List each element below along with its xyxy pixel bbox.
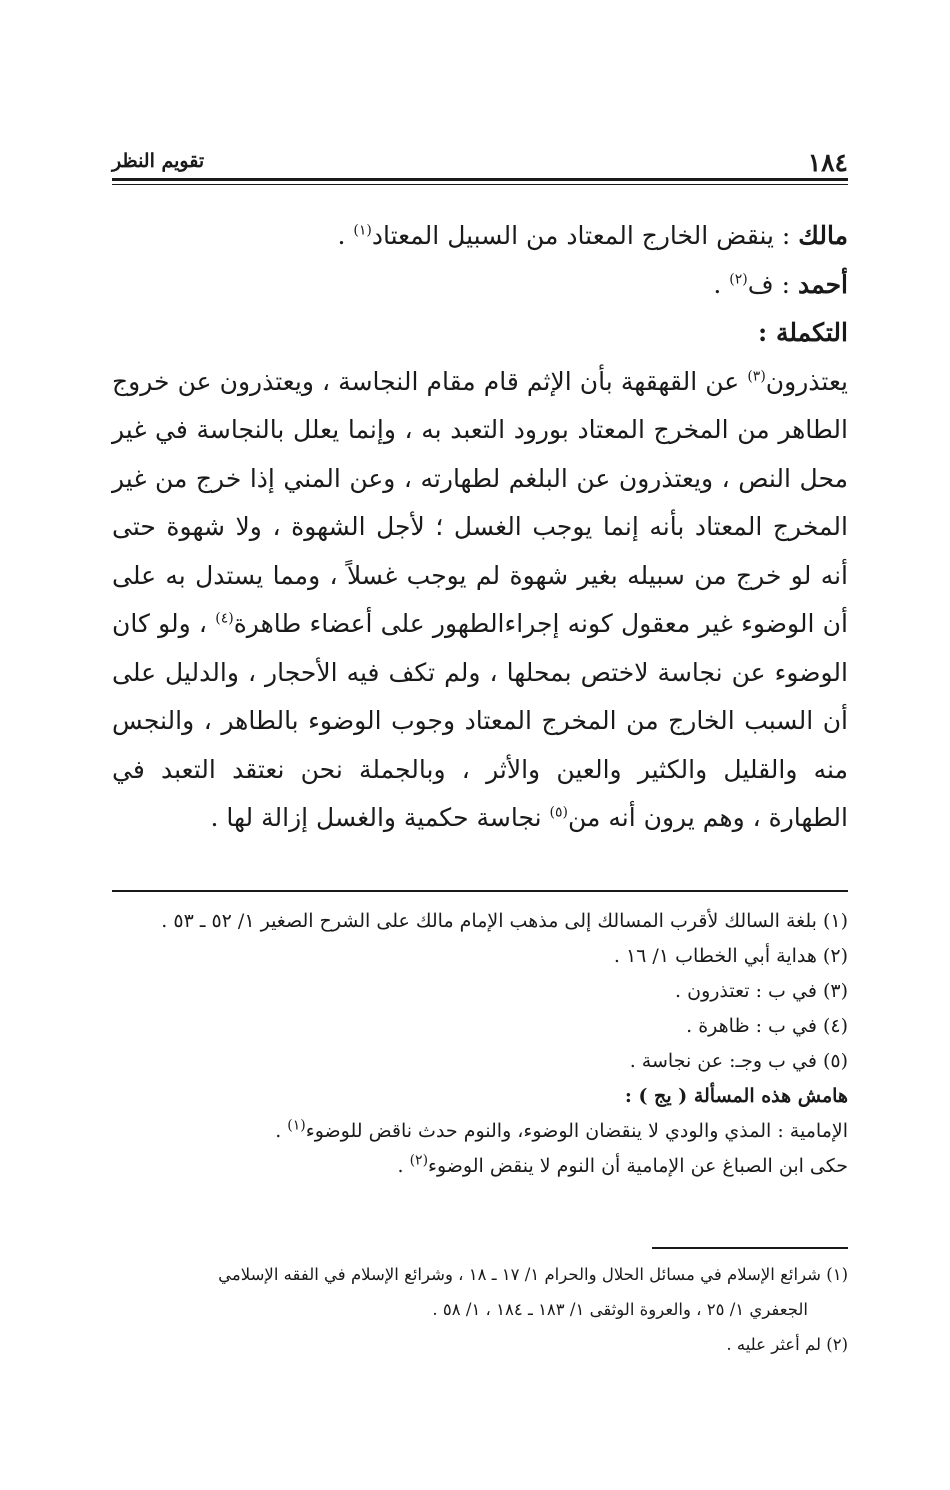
sabbagh-text: حكى ابن الصباغ عن الإمامية أن النوم لا ينقض الوضوء xyxy=(428,1155,848,1177)
malik-line xyxy=(112,212,848,261)
ahmad-end: . xyxy=(713,269,730,299)
para-mid2: ، ولو كان الوضوء عن نجاسة لاختص بمحلها ، ولم تكف فيه الأحجار ، والدليل على أن السبب الخارج من المخرج المعتاد وجوب الوضوء بالطاهر ، والنجس منه والقليل والكثير والعين والأثر ، وبالجملة نحن نعتقد التعبد في الطهارة ، وهم يرون أنه من xyxy=(112,609,848,832)
sabbagh-line xyxy=(112,1149,848,1184)
page-header xyxy=(112,148,848,178)
imamiyya-text: الإمامية : المذي والودي لا ينقضان الوضوء، والنوم حدث ناقض للوضوء xyxy=(305,1120,848,1142)
footnote: (٣) في ب : تعتذرون . xyxy=(675,980,848,1002)
footnote: (٢) هداية أبي الخطاب ١/ ١٦ . xyxy=(613,945,848,967)
footnote: (١) بلغة السالك لأقرب المسالك إلى مذهب الإمام مالك على الشرح الصغير ١/ ٥٢ ـ ٥٣ . xyxy=(161,910,848,932)
margin-footnote: (١) شرائع الإسلام في مسائل الحلال والحرام ١/ ١٧ ـ ١٨ ، وشرائع الإسلام في الفقه الإسلامي xyxy=(218,1265,848,1284)
footnote: (٥) في ب وجـ: عن نجاسة . xyxy=(629,1050,848,1072)
margin-ref-1: (١) xyxy=(287,1117,306,1134)
footnote-ref-2: (٢) xyxy=(729,271,748,288)
margin-note-heading: هامش هذه المسألة ( يج ) : xyxy=(624,1085,848,1107)
malik-text: : ينقض الخارج المعتاد من السبيل المعتاد xyxy=(371,221,791,250)
ahmad-text: : ف xyxy=(747,269,791,299)
footnote-ref-3: (٣) xyxy=(747,368,766,385)
ahmad-name: أحمد xyxy=(798,269,848,299)
page-number: ١٨٤ xyxy=(807,148,848,177)
sabbagh-end: . xyxy=(397,1155,410,1177)
ahmad-line xyxy=(112,261,848,310)
header-rule-thick xyxy=(112,178,848,181)
footnote-rule xyxy=(112,890,848,892)
takmila-heading: التكملة : xyxy=(758,318,848,347)
malik-end: . xyxy=(337,221,354,250)
main-text xyxy=(112,212,848,843)
footnote-ref-4: (٤) xyxy=(215,610,234,627)
imamiyya-line xyxy=(112,1114,848,1149)
footnotes xyxy=(112,904,848,1184)
para-end: نجاسة حكمية والغسل إزالة لها . xyxy=(210,803,550,832)
footnote-ref-1: (١) xyxy=(353,222,372,239)
malik-name: مالك xyxy=(798,221,848,250)
margin-footnote: (٢) لم أعثر عليه . xyxy=(726,1335,848,1354)
body-paragraph xyxy=(112,358,848,843)
imamiyya-end: . xyxy=(275,1120,288,1142)
margin-footnote-cont: الجعفري ١/ ٢٥ ، والعروة الوثقى ١/ ١٨٣ ـ ١٨٤ ، ١/ ٥٨ . xyxy=(432,1300,808,1319)
para-start: يعتذرون xyxy=(765,366,848,396)
footnote2-rule xyxy=(652,1247,848,1249)
footnote-ref-5: (٥) xyxy=(549,804,568,821)
header-rule-thin xyxy=(112,184,848,185)
margin-footnotes xyxy=(112,1257,848,1362)
running-title: تقويم النظر xyxy=(112,150,205,172)
margin-ref-2: (٢) xyxy=(409,1152,429,1169)
para-mid1: عن القهقهة بأن الإثم قام مقام النجاسة ، ويعتذرون عن خروج الطاهر من المخرج المعتاد بورود التعبد به ، وإنما يعلل بالنجاسة في غير محل النص ، ويعتذرون عن البلغم لطهارته ، وعن المني إذا خرج من غير المخرج المعتاد بأنه إنما يوجب الغسل ؛ لأجل الشهوة ، ولا شهوة حتى أنه لو خرج من سبيله بغير شهوة لم يوجب غسلاً ، ومما يستدل به على أن الوضوء غير معقول كونه إجراءالطهور على أعضاء طاهرة xyxy=(112,366,848,638)
footnote: (٤) في ب : ظاهرة . xyxy=(686,1015,848,1037)
